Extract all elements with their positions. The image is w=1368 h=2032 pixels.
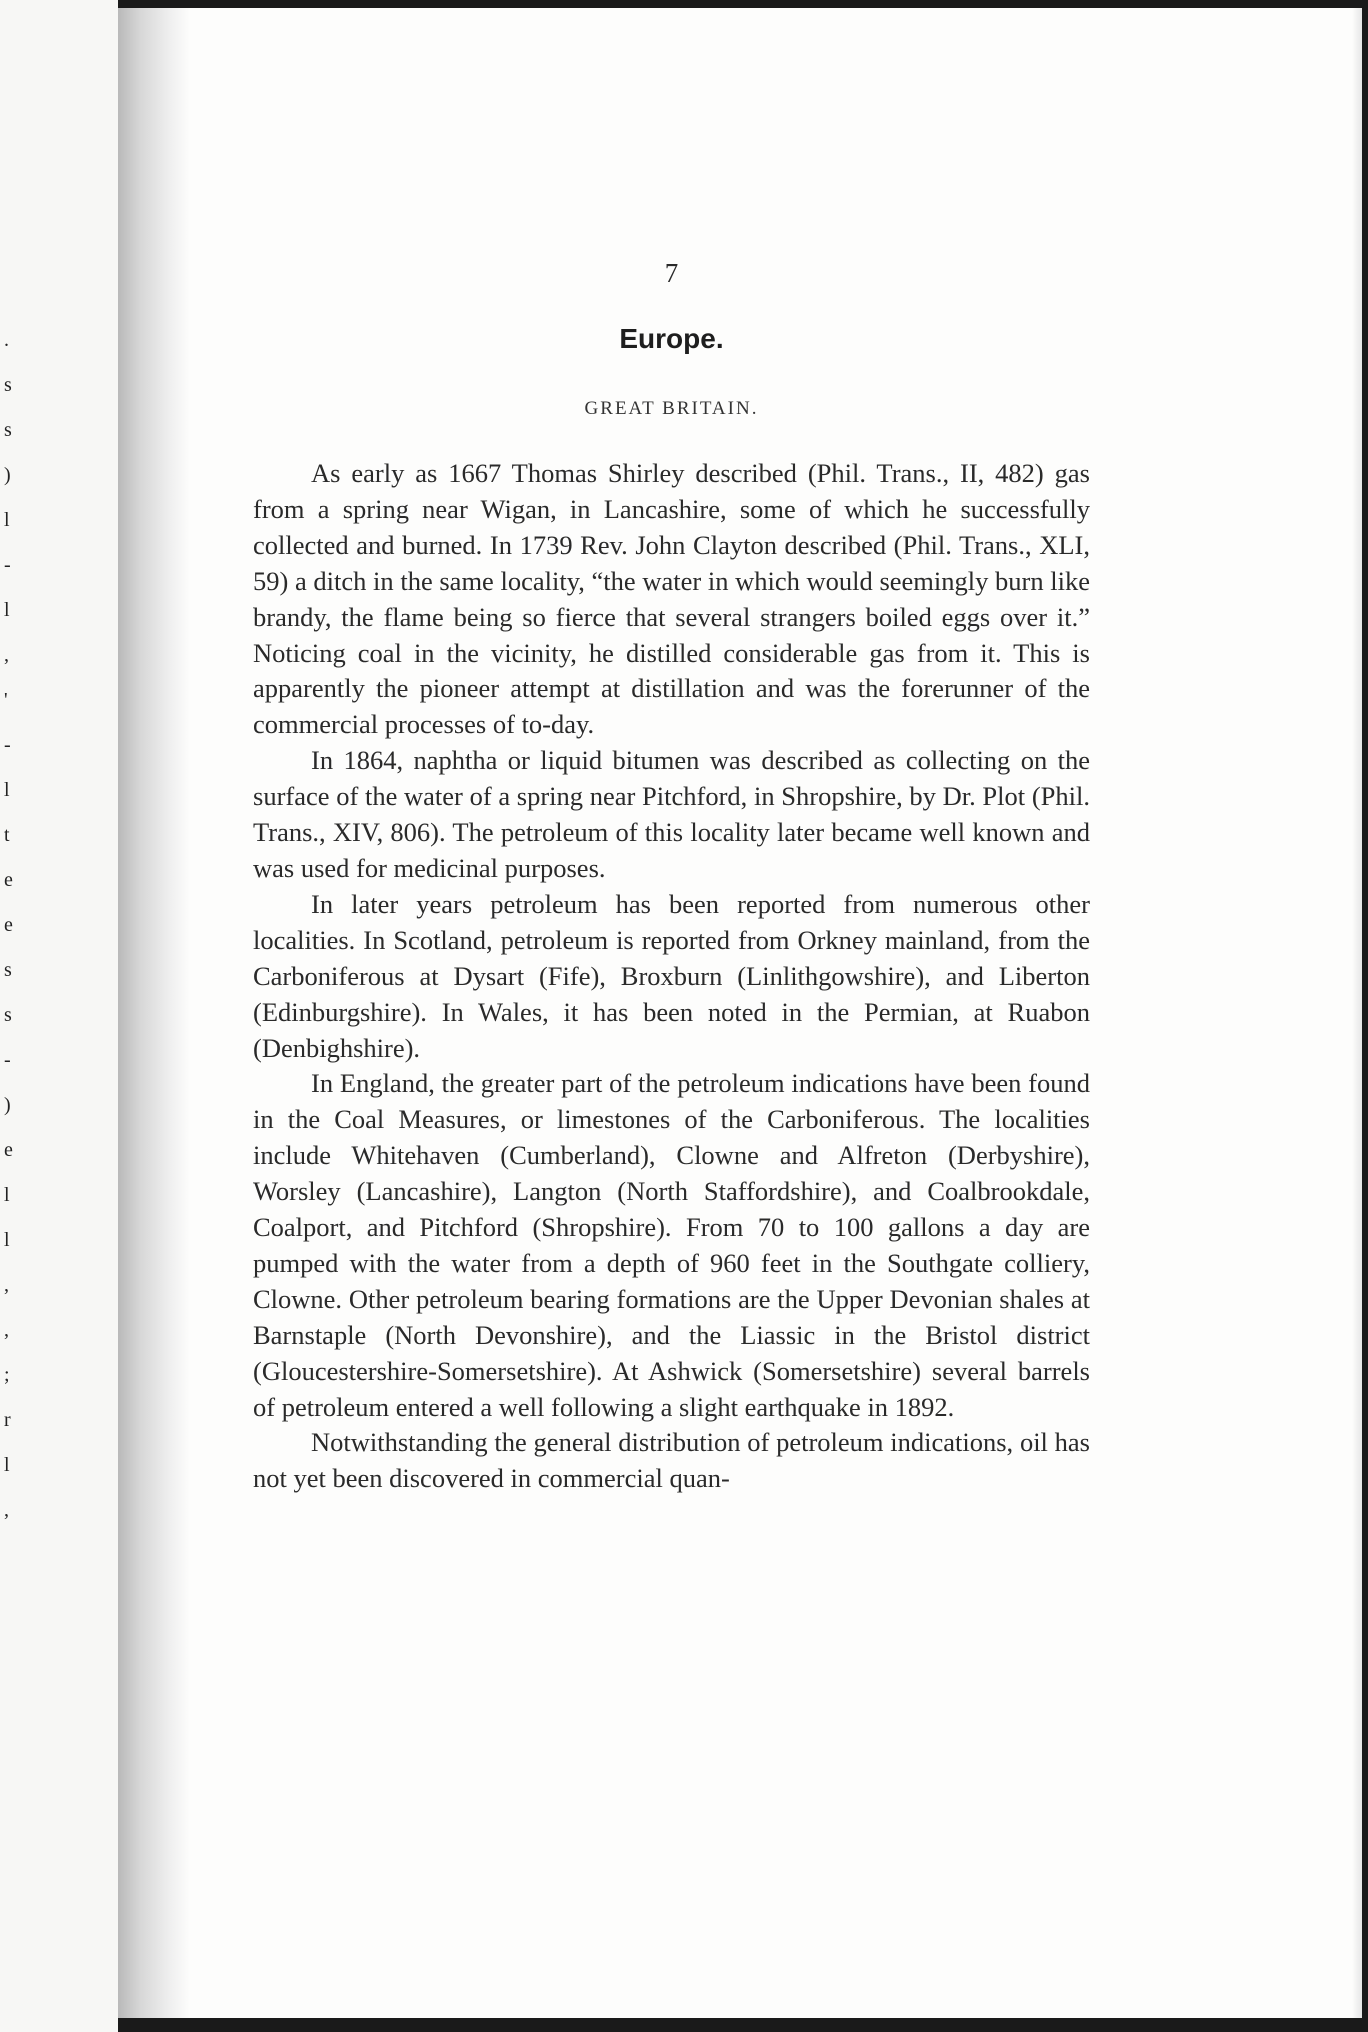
facing-page-mark: ) [4, 464, 11, 486]
body-text [253, 456, 1090, 1497]
subsection-heading: GREAT BRITAIN. [584, 398, 759, 419]
facing-page-mark: , [4, 644, 9, 666]
gutter-shadow [118, 8, 190, 2018]
facing-page-mark: s [4, 374, 12, 396]
facing-page-mark: l [4, 599, 10, 621]
paragraph-notwithstanding: Notwithstanding the general distribution of petroleum indications, oil has not yet been discovered in commercial quan- [253, 1427, 1090, 1494]
paragraph-pitchford: In 1864, naphtha or liquid bitumen was described as collecting on the surface of the water of a spring near Pitchford, in Shropshire, by Dr. Plot (Phil. Trans., XIV, 806). The petroleum of this locality later became well known and was used for medicinal purposes. [253, 745, 1090, 883]
facing-page-mark: l [4, 1184, 10, 1206]
page-edge-shadow [1352, 8, 1362, 2018]
facing-page-mark: ' [4, 689, 8, 711]
facing-page-mark: ; [4, 1364, 10, 1386]
facing-page-mark: . [4, 329, 9, 351]
facing-page-mark: - [4, 554, 11, 576]
facing-page-mark: l [4, 1454, 10, 1476]
facing-page-mark: s [4, 959, 12, 981]
facing-page-mark: - [4, 734, 11, 756]
facing-page-mark: l [4, 509, 10, 531]
facing-page-mark: s [4, 1004, 12, 1026]
paragraph-shirley-clayton: As early as 1667 Thomas Shirley described (Phil. Trans., II, 482) gas from a spring near Wigan, in Lancashire, some of which he successfully collected and burned. In 1739 Rev. John Clayton described (Phil. Trans., XLI, 59) a ditch in the same locality, “the water in which would seemingly burn like brandy, the flame being so fierce that several strangers boiled eggs over it.” Noticing coal in the vicinity, he distilled considerable gas from it. This is apparently the pioneer attempt at distillation and was the forerunner of the commercial processes of to-day. [253, 458, 1090, 740]
facing-page-mark: - [4, 1049, 11, 1071]
facing-page-mark: e [4, 869, 13, 891]
facing-page-mark: , [4, 1319, 9, 1341]
book-page [118, 8, 1362, 2018]
paragraph-england: In England, the greater part of the petroleum indications have been found in the Coal Measures, or limestones of the Carboniferous. The localities include Whitehaven (Cumberland), Clowne and Alfreton (Derbyshire), Worsley (Lancashire), Langton (North Staffordshire), and Coalbrookdale, Coalport, and Pitchford (Shropshire). From 70 to 100 gallons a day are pumped with the water from a depth of 960 feet in the Southgate colliery, Clowne. Other petroleum bearing formations are the Upper Devonian shales at Barnstaple (North Devonshire), and the Liassic in the Bristol district (Gloucestershire-Somersetshire). At Ashwick (Somersetshire) several barrels of petroleum entered a well following a slight earthquake in 1892. [253, 1068, 1090, 1422]
scan-bottom-border [118, 2018, 1368, 2032]
facing-page-mark: ) [4, 1094, 11, 1116]
facing-page-mark: l [4, 1229, 10, 1251]
facing-page-mark: e [4, 1139, 13, 1161]
facing-page-mark: e [4, 914, 13, 936]
facing-page-mark: , [4, 1274, 9, 1296]
facing-page-mark: l [4, 779, 10, 801]
facing-page-mark: s [4, 419, 12, 441]
facing-page-mark: r [4, 1409, 11, 1431]
facing-page-edge [0, 0, 118, 2032]
page-number: 7 [664, 258, 679, 288]
section-heading: Europe. [619, 323, 724, 354]
facing-page-mark: , [4, 1499, 9, 1521]
paragraph-scotland-wales: In later years petroleum has been reported from numerous other localities. In Scotland, petroleum is reported from Orkney mainland, from the Carboniferous at Dysart (Fife), Broxburn (Linlithgowshire), and Liberton (Edinburgshire). In Wales, it has been noted in the Permian, at Ruabon (Denbighshire). [253, 888, 1090, 1063]
facing-page-mark: t [4, 824, 10, 846]
